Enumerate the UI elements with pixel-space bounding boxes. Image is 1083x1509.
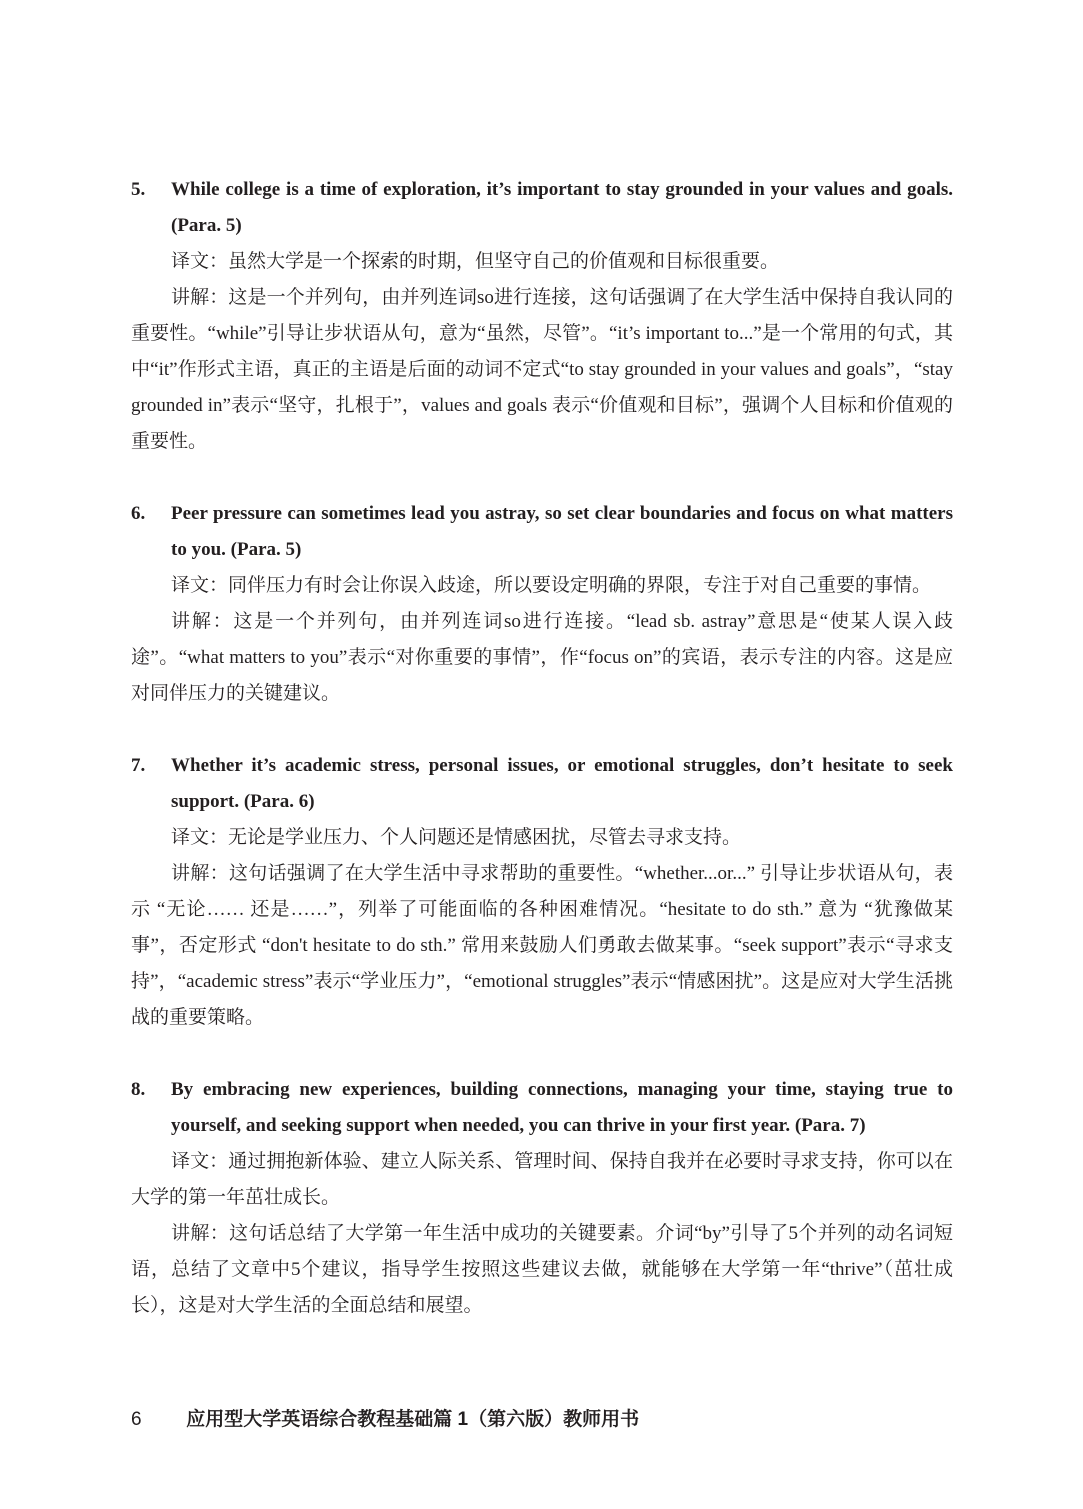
explanation-text: 讲解：这句话强调了在大学生活中寻求帮助的重要性。“whether...or...” 引导让步状语从句，表示 “无论…… 还是……”，列举了可能面临的各种困难情况。“hesitate to do sth.” 意为 “犹豫做某事”，否定形式 “don't hesitate to do sth.” 常用来鼓励人们勇敢去做某事。“seek support”表示“寻求支持”，“academic stress”表示“学业压力”，“emotional struggles”表示“情感困扰”。这是应对大学生活挑战的重要策略。 xyxy=(131,863,953,1028)
sentence-item-6 xyxy=(131,496,953,712)
sentence-item-7 xyxy=(131,748,953,1036)
sentence-item-8 xyxy=(131,1072,953,1324)
explanation-text: 讲解：这是一个并列句，由并列连词so进行连接，这句话强调了在大学生活中保持自我认同的重要性。“while”引导让步状语从句，意为“虽然，尽管”。“it’s important to...”是一个常用的句式，其中“it”作形式主语，真正的主语是后面的动词不定式“to stay grounded in your values and goals”，“stay grounded in”表示“坚守，扎根于”，values and goals 表示“价值观和目标”，强调个人目标和价值观的重要性。 xyxy=(131,287,953,452)
page-content xyxy=(131,172,953,1360)
item-number: 5. xyxy=(131,179,146,200)
sentence-item-5 xyxy=(131,172,953,460)
translation-text: 译文：同伴压力有时会让你误入歧途，所以要设定明确的界限，专注于对自己重要的事情。 xyxy=(171,575,932,596)
explanation-text: 讲解：这是一个并列句，由并列连词so进行连接。“lead sb. astray”意思是“使某人误入歧途”。“what matters to you”表示“对你重要的事情”，作“focus on”的宾语，表示专注的内容。这是应对同伴压力的关键建议。 xyxy=(131,611,953,704)
translation-text: 译文：无论是学业压力、个人问题还是情感困扰，尽管去寻求支持。 xyxy=(171,827,742,848)
item-number: 7. xyxy=(131,755,146,776)
translation-text: 译文：虽然大学是一个探索的时期，但坚守自己的价值观和目标很重要。 xyxy=(171,251,780,272)
page-footer xyxy=(131,1404,639,1431)
book-title: 应用型大学英语综合教程基础篇 1（第六版）教师用书 xyxy=(186,1409,640,1430)
english-sentence: Peer pressure can sometimes lead you astray, so set clear boundaries and focus on what matters to you. (Para. 5) xyxy=(171,503,953,560)
sentence-heading xyxy=(131,1072,953,1144)
english-sentence: Whether it’s academic stress, personal issues, or emotional struggles, don’t hesitate to seek support. (Para. 6) xyxy=(171,755,953,812)
sentence-heading xyxy=(131,748,953,820)
explanation-text: 讲解：这句话总结了大学第一年生活中成功的关键要素。介词“by”引导了5个并列的动名词短语，总结了文章中5个建议，指导学生按照这些建议去做，就能够在大学第一年“thrive”（茁壮成长），这是对大学生活的全面总结和展望。 xyxy=(131,1223,953,1316)
item-number: 6. xyxy=(131,503,146,524)
translation-text: 译文：通过拥抱新体验、建立人际关系、管理时间、保持自我并在必要时寻求支持，你可以在大学的第一年茁壮成长。 xyxy=(131,1151,953,1208)
item-number: 8. xyxy=(131,1079,146,1100)
english-sentence: While college is a time of exploration, it’s important to stay grounded in your values and goals. (Para. 5) xyxy=(171,179,953,236)
sentence-heading xyxy=(131,496,953,568)
sentence-heading xyxy=(131,172,953,244)
english-sentence: By embracing new experiences, building connections, managing your time, staying true to yourself, and seeking support when needed, you can thrive in your first year. (Para. 7) xyxy=(171,1079,953,1136)
page-number: 6 xyxy=(131,1409,142,1430)
